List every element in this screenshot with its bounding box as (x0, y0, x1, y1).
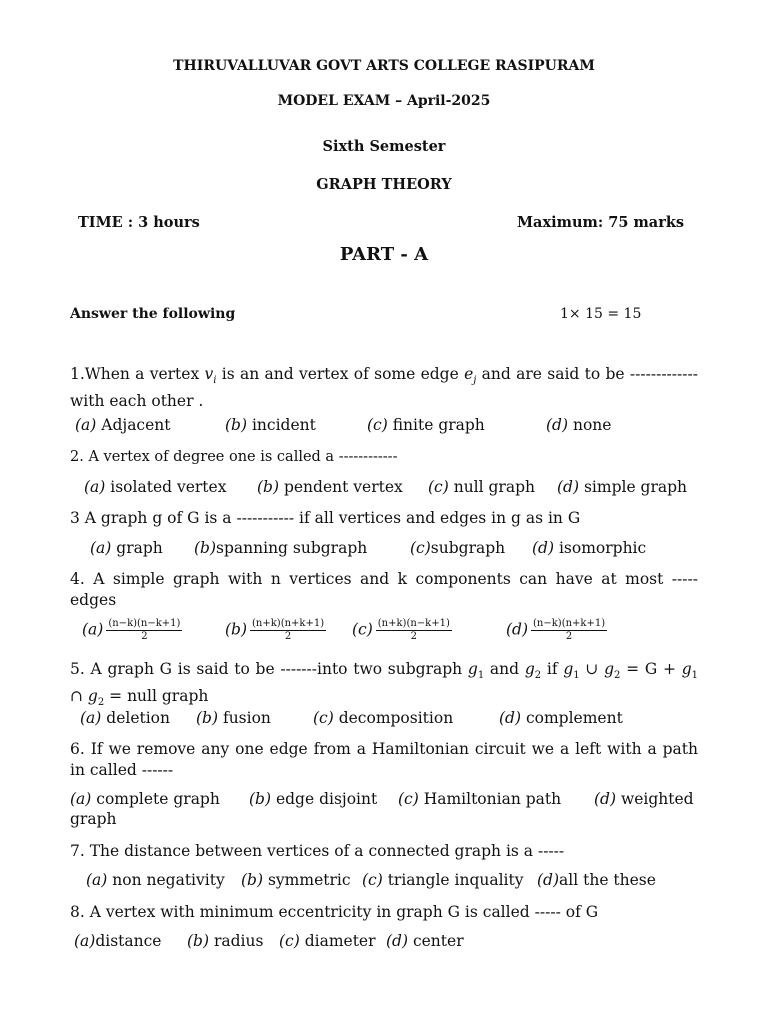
option-d: (d)all the these (537, 871, 656, 889)
option-b: (b) edge disjoint (249, 790, 378, 808)
option-a: (a) $\frac{(n-k)(n-k+1)}{2}$ (82, 618, 181, 642)
semester: Sixth Semester (322, 138, 446, 155)
option-b: (b)spanning subgraph (194, 539, 368, 557)
option-b: (b) fusion (196, 709, 271, 727)
option-c: (c)subgraph (410, 539, 506, 557)
option-a: (a) complete graph (70, 790, 220, 808)
max-marks: Maximum: 75 marks (517, 214, 685, 231)
college-name: THIRUVALLUVAR GOVT ARTS COLLEGE RASIPURAM (173, 58, 595, 74)
option-b: (b) radius (187, 932, 264, 950)
option-b: (b) $\frac{(n+k)(n+k+1)}{2}$ (225, 618, 325, 642)
option-c: (c) decomposition (313, 709, 454, 727)
option-d: (d) center (386, 932, 464, 950)
option-a: (a) Adjacent (75, 416, 171, 434)
option-a: (a) graph (90, 539, 163, 557)
fraction: $\frac{(n+k)(n-k+1)}{2}$ (377, 618, 450, 642)
option-d: (d) complement (499, 709, 623, 727)
option-b: (b) symmetric (241, 871, 351, 889)
option-d: (d) simple graph (557, 478, 688, 496)
option-b: (b) incident (225, 416, 316, 434)
option-b: (b) pendent vertex (257, 478, 403, 496)
exam-title: MODEL EXAM – April-2025 (277, 93, 491, 109)
option-c: (c) Hamiltonian path (398, 790, 562, 808)
option-c: (c) $\frac{(n+k)(n-k+1)}{2}$ (352, 618, 450, 642)
subject-title: GRAPH THEORY (316, 176, 452, 193)
fraction: $\frac{(n-k)(n+k+1)}{2}$ (533, 618, 606, 642)
exam-time: TIME : 3 hours (78, 214, 200, 231)
question-6: 6. If we remove any one edge from a Hamiltonian circuit we a left with a path in called ------ (70, 740, 698, 779)
option-a: (a) isolated vertex (84, 478, 227, 496)
option-d: (d) weighted (594, 790, 694, 808)
option-d: (d) none (546, 416, 612, 434)
question-5: 5. A graph G is said to be -------into two subgraph $g_1$ and $g_2$ if $g_1$ ∪ $g_2 = G + g_1$ ∩ $g_2$ = null graph (70, 660, 699, 709)
option-d: (d) $\frac{(n-k)(n+k+1)}{2}$ (506, 618, 606, 642)
fraction: $\frac{(n-k)(n-k+1)}{2}$ (108, 618, 181, 642)
question-8: 8. A vertex with minimum eccentricity in graph G is called ----- of G (70, 903, 599, 921)
question-2: 2. A vertex of degree one is called a ------------ (70, 449, 398, 465)
question-7: 7. The distance between vertices of a connected graph is a ----- (70, 842, 565, 860)
question-4: 4. A simple graph with n vertices and k components can have at most ----- edges (70, 570, 698, 609)
marks-formula: 1× 15 = 15 (560, 306, 642, 322)
question-1: 1.When a vertex $v_i$ is an and vertex of some edge $e_j$ and are said to be ------------- with each other . (70, 365, 698, 411)
option-c: (c) finite graph (367, 416, 485, 434)
option-c: (c) null graph (428, 478, 535, 496)
option-c: (c) triangle inquality (362, 871, 524, 889)
question-3: 3 A graph g of G is a ----------- if all vertices and edges in g as in G (70, 509, 581, 527)
option-d: (d) isomorphic (532, 539, 647, 557)
part-heading: PART - A (339, 244, 429, 265)
instruction: Answer the following (70, 306, 236, 322)
option-d-wrap: graph (70, 810, 117, 828)
option-a: (a)distance (74, 932, 162, 950)
option-a: (a) non negativity (86, 871, 225, 889)
option-c: (c) diameter (279, 932, 376, 950)
fraction: $\frac{(n+k)(n+k+1)}{2}$ (252, 618, 325, 642)
option-a: (a) deletion (80, 709, 170, 727)
